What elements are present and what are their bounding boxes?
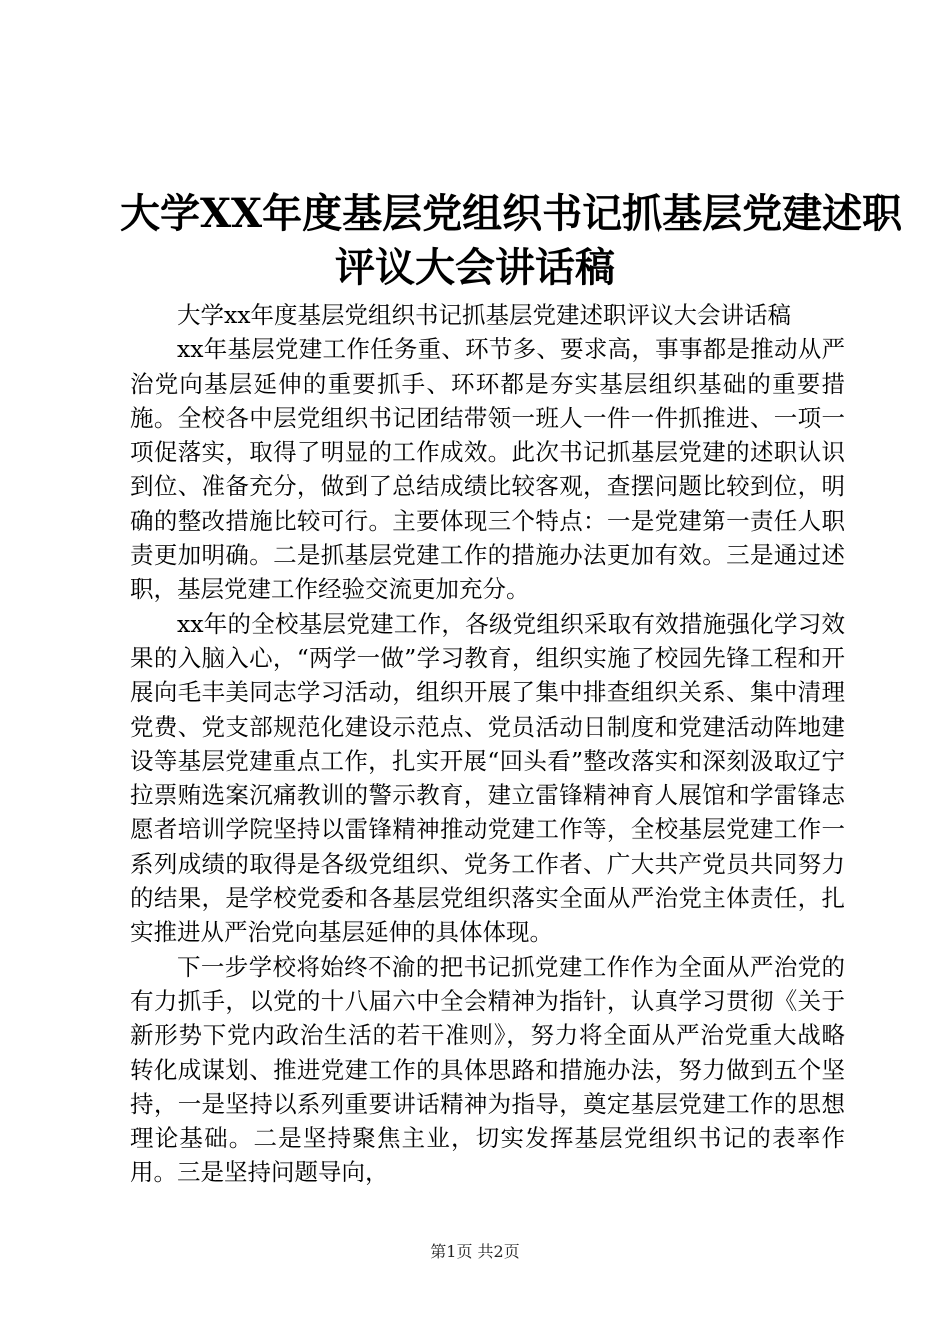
paragraph-heading-repeat: 大学xx年度基层党组织书记抓基层党建述职评议大会讲话稿 xyxy=(177,301,792,329)
paragraph-2: xx年的全校基层党建工作，各级党组织采取有效措施强化学习效果的入脑入心，“两学一做”学习教育，组织实施了校园先锋工程和开展向毛丰美同志学习活动，组织开展了集中排查组织关系、集中清理党费、党支部规范化建设示范点、党员活动日制度和党建活动阵地建设等基层党建重点工作，扎实开展“回头看”整改落实和深刻汲取辽宁拉票贿选案沉痛教训的警示教育，建立雷锋精神育人展馆和学雷锋志愿者培训学院坚持以雷锋精神推动党建工作等，全校基层党建工作一系列成绩的取得是各级党组织、党务工作者、广大共产党员共同努力的结果，是学校党委和各基层党组织落实全面从严治党主体责任，扎实推进从严治党向基层延伸的具体体现。 xyxy=(130,609,845,947)
document-body xyxy=(130,298,845,1190)
page-number-footer: 第1页 共2页 xyxy=(430,1242,520,1261)
document-title-line-2: 评议大会讲话稿 xyxy=(335,244,615,291)
paragraph-1: xx年基层党建工作任务重、环节多、要求高，事事都是推动从严治党向基层延伸的重要抓手、环环都是夯实基层组织基础的重要措施。全校各中层党组织书记团结带领一班人一件一件抓推进、一项一项促落实，取得了明显的工作成效。此次书记抓基层党建的述职认识到位、准备充分，做到了总结成绩比较客观，查摆问题比较到位，明确的整改措施比较可行。主要体现三个特点：一是党建第一责任人职责更加明确。二是抓基层党建工作的措施办法更加有效。三是通过述职，基层党建工作经验交流更加充分。 xyxy=(130,335,845,604)
paragraph-3: 下一步学校将始终不渝的把书记抓党建工作作为全面从严治党的有力抓手，以党的十八届六中全会精神为指针，认真学习贯彻《关于新形势下党内政治生活的若干准则》，努力将全面从严治党重大战略转化成谋划、推进党建工作的具体思路和措施办法，努力做到五个坚持，一是坚持以系列重要讲话精神为指导，奠定基层党建工作的思想理论基础。二是坚持聚焦主业，切实发挥基层党组织书记的表率作用。三是坚持问题导向， xyxy=(130,952,845,1187)
document-title-line-1: 大学XX年度基层党组织书记抓基层党建述职 xyxy=(120,190,903,237)
